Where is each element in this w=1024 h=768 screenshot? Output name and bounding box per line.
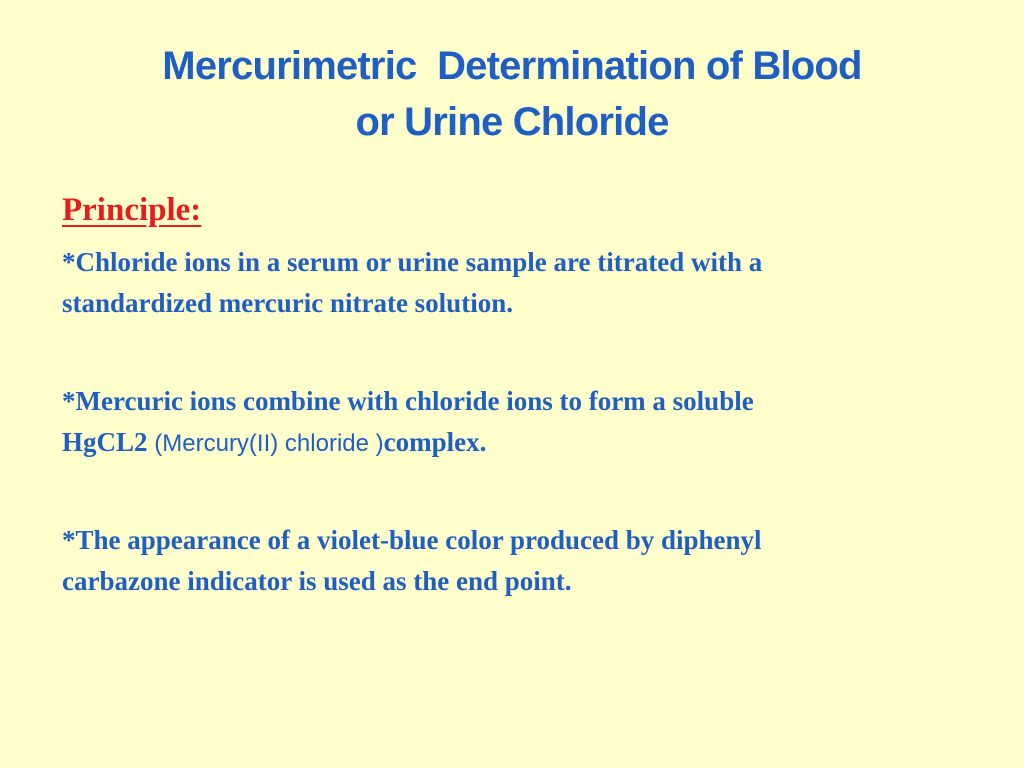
point-2-line-1: *Mercuric ions combine with chloride ions to form a soluble xyxy=(62,386,754,416)
point-2-line-2 xyxy=(62,422,982,464)
principle-point-2 xyxy=(62,381,982,464)
point-3-line-2: carbazone indicator is used as the end point. xyxy=(62,566,572,596)
point-2-formula: HgCL2 xyxy=(62,427,155,457)
principle-heading: Principle: xyxy=(62,192,202,228)
title-line-2: or Urine Chloride xyxy=(355,100,669,144)
point-2-compound-name: (Mercury(II) chloride ) xyxy=(154,430,384,457)
principle-point-3 xyxy=(62,520,982,602)
point-2-complex-word: complex. xyxy=(383,427,487,457)
point-1-line-1: *Chloride ions in a serum or urine sample are titrated with a xyxy=(62,247,763,277)
point-3-line-1: *The appearance of a violet-blue color produced by diphenyl xyxy=(62,525,762,555)
slide-title xyxy=(40,38,984,150)
principle-point-1 xyxy=(62,242,982,324)
point-1-line-2: standardized mercuric nitrate solution. xyxy=(62,288,513,318)
title-line-1: Mercurimetric Determination of Blood xyxy=(162,44,862,88)
